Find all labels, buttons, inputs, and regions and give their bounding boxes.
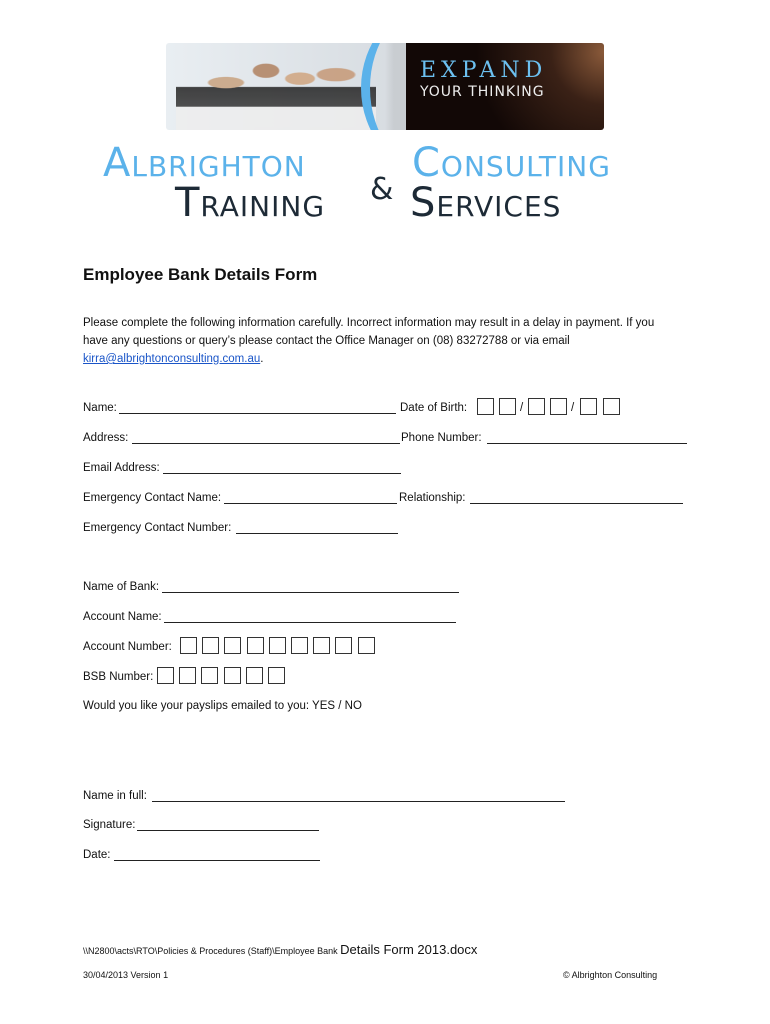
- bsb-box[interactable]: [157, 667, 174, 684]
- bank-field[interactable]: [162, 592, 459, 593]
- payslips-question: Would you like your payslips emailed to you: YES / NO: [83, 700, 362, 712]
- footer-path-small: \\N2800\acts\RTO\Policies & Procedures (Staff)\Employee Bank: [83, 946, 341, 956]
- banner-expand: EXPAND: [420, 58, 548, 83]
- dob-box[interactable]: [550, 398, 567, 415]
- bank-label: Name of Bank:: [83, 581, 160, 593]
- intro-end: .: [260, 353, 264, 365]
- dob-box[interactable]: [603, 398, 620, 415]
- dob-slash: /: [520, 402, 524, 414]
- name-field[interactable]: [119, 413, 396, 414]
- bsb-label: BSB Number:: [83, 671, 154, 683]
- footer-copyright: © Albrighton Consulting: [563, 970, 658, 980]
- account-number-box[interactable]: [358, 637, 375, 654]
- address-label: Address:: [83, 432, 129, 444]
- email-link[interactable]: kirra@albrightonconsulting.com.au: [83, 353, 261, 365]
- ec-number-label: Emergency Contact Number:: [83, 522, 232, 534]
- account-number-box[interactable]: [313, 637, 330, 654]
- ec-name-field[interactable]: [224, 503, 397, 504]
- date-field[interactable]: [114, 860, 320, 861]
- account-name-field[interactable]: [164, 622, 456, 623]
- dob-box[interactable]: [477, 398, 494, 415]
- phone-label: Phone Number:: [401, 432, 482, 444]
- relationship-field[interactable]: [470, 503, 683, 504]
- intro-line1: Please complete the following information carefully. Incorrect information may result in a delay in payment. If you: [83, 317, 655, 329]
- bsb-box[interactable]: [201, 667, 218, 684]
- footer-version: 30/04/2013 Version 1: [83, 970, 169, 980]
- dob-box[interactable]: [580, 398, 597, 415]
- page-title: Employee Bank Details Form: [83, 265, 318, 284]
- team-photo: [176, 51, 376, 130]
- logo-consulting: Consulting: [412, 140, 611, 186]
- account-number-label: Account Number:: [83, 641, 172, 653]
- account-number-box[interactable]: [180, 637, 197, 654]
- logo-ampersand: &: [370, 172, 395, 207]
- logo-albrighton: Albrighton: [103, 140, 306, 186]
- account-number-box[interactable]: [269, 637, 286, 654]
- dob-box[interactable]: [528, 398, 545, 415]
- account-number-box[interactable]: [202, 637, 219, 654]
- email-label: Email Address:: [83, 462, 160, 474]
- signature-label: Signature:: [83, 819, 136, 831]
- bsb-box[interactable]: [179, 667, 196, 684]
- dob-slash: /: [571, 402, 575, 414]
- account-number-box[interactable]: [247, 637, 264, 654]
- account-number-box[interactable]: [335, 637, 352, 654]
- account-number-box[interactable]: [291, 637, 308, 654]
- account-name-label: Account Name:: [83, 611, 162, 623]
- logo-services: Services: [410, 180, 562, 226]
- full-name-field[interactable]: [152, 801, 565, 802]
- name-label: Name:: [83, 402, 117, 414]
- address-field[interactable]: [132, 443, 400, 444]
- logo-training: Training: [175, 180, 326, 226]
- dob-box[interactable]: [499, 398, 516, 415]
- date-label: Date:: [83, 849, 111, 861]
- account-number-box[interactable]: [224, 637, 241, 654]
- bsb-box[interactable]: [268, 667, 285, 684]
- footer-path-large: Details Form 2013.docx: [340, 942, 478, 957]
- email-field[interactable]: [163, 473, 401, 474]
- full-name-label: Name in full:: [83, 790, 147, 802]
- phone-field[interactable]: [487, 443, 687, 444]
- ec-name-label: Emergency Contact Name:: [83, 492, 222, 504]
- banner-your-thinking: YOUR THINKING: [420, 84, 545, 100]
- intro-line2: have any questions or query’s please contact the Office Manager on (08) 83272788 or via email: [83, 335, 570, 347]
- footer-path: [83, 941, 477, 959]
- signature-field[interactable]: [137, 830, 319, 831]
- ec-number-field[interactable]: [236, 533, 398, 534]
- bsb-box[interactable]: [224, 667, 241, 684]
- dob-label: Date of Birth:: [400, 402, 468, 414]
- relationship-label: Relationship:: [399, 492, 466, 504]
- bsb-box[interactable]: [246, 667, 263, 684]
